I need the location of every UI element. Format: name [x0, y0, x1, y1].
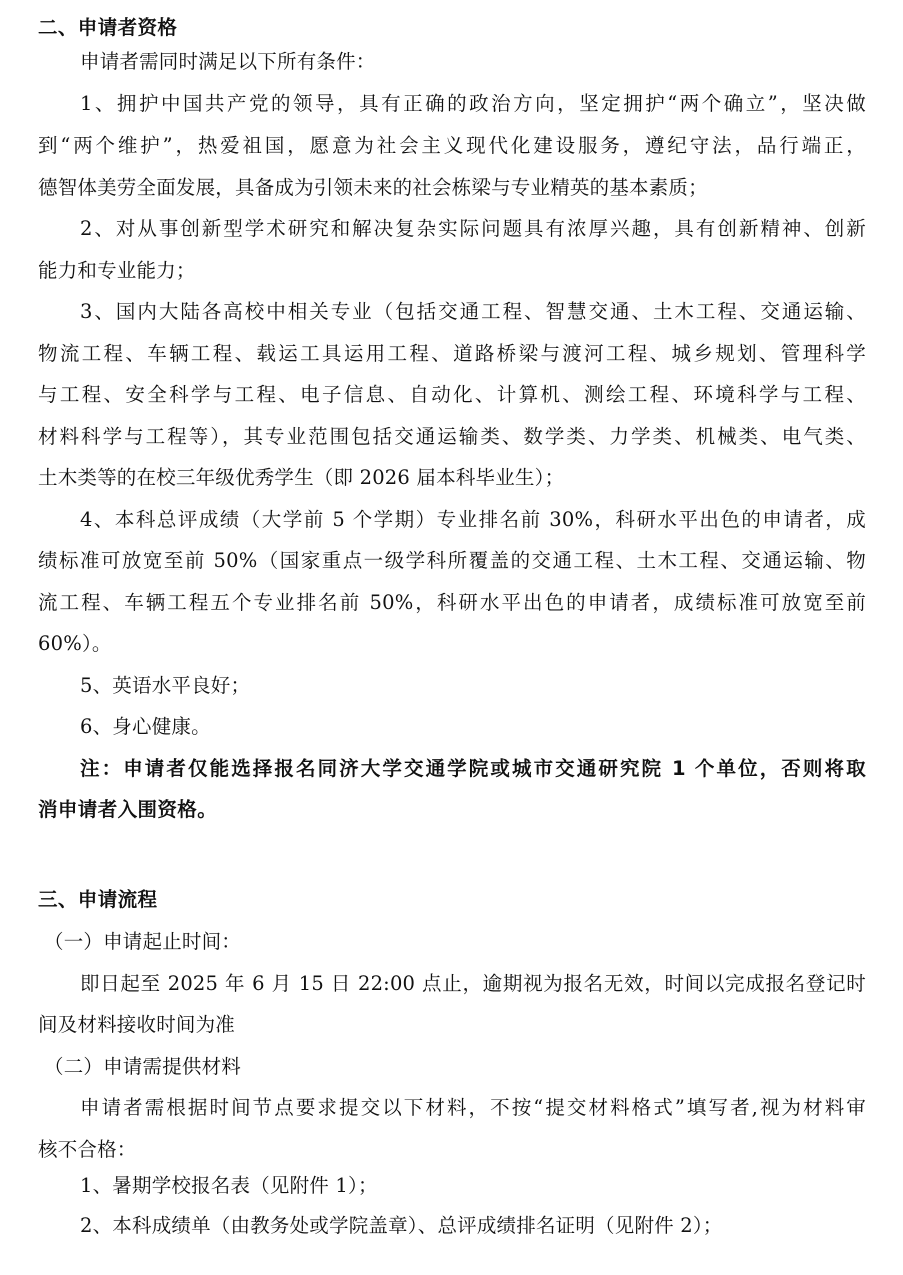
materials-text-line1: 申请者需根据时间节点要求提交以下材料，不按“提交材料格式”填写者,视为材料审	[80, 1096, 866, 1119]
item1-line2: 到“两个维护”，热爱祖国，愿意为社会主义现代化建设服务，遵纪守法，品行端正，	[38, 134, 866, 157]
item3-line5: 土木类等的在校三年级优秀学生（即 2026 届本科毕业生）；	[38, 466, 565, 489]
eligibility-intro: 申请者需同时满足以下所有条件：	[80, 50, 376, 73]
section-heading-process: 三、申请流程	[38, 888, 158, 911]
item6: 6、身心健康。	[80, 715, 211, 738]
subsection-materials-title: （二）申请需提供材料	[44, 1055, 242, 1078]
section-heading-eligibility: 二、申请者资格	[38, 16, 178, 39]
time-text-line2: 间及材料接收时间为准	[38, 1013, 236, 1036]
item3-line3: 与工程、安全科学与工程、电子信息、自动化、计算机、测绘工程、环境科学与工程、	[38, 383, 866, 406]
time-text-line1: 即日起至 2025 年 6 月 15 日 22:00 点止，逾期视为报名无效，时间以完成报名登记时	[80, 972, 866, 995]
note-line1: 注：申请者仅能选择报名同济大学交通学院或城市交通研究院 1 个单位，否则将取	[80, 757, 866, 780]
materials-text-line2: 核不合格：	[38, 1138, 137, 1161]
material-item-1: 1、暑期学校报名表（见附件 1）；	[80, 1174, 378, 1197]
item1-line1: 1、拥护中国共产党的领导，具有正确的政治方向，坚定拥护“两个确立”，坚决做	[80, 92, 866, 115]
item3-line1: 3、国内大陆各高校中相关专业（包括交通工程、智慧交通、土木工程、交通运输、	[80, 300, 866, 323]
subsection-time-title: （一）申请起止时间：	[44, 930, 242, 953]
item3-line2: 物流工程、车辆工程、载运工具运用工程、道路桥梁与渡河工程、城乡规划、管理科学	[38, 342, 866, 365]
item1-line3: 德智体美劳全面发展，具备成为引领未来的社会栋梁与专业精英的基本素质；	[38, 176, 708, 199]
item2-line1: 2、对从事创新型学术研究和解决复杂实际问题具有浓厚兴趣，具有创新精神、创新	[80, 217, 866, 240]
item3-line4: 材料科学与工程等），其专业范围包括交通运输类、数学类、力学类、机械类、电气类、	[38, 425, 866, 448]
material-item-2: 2、本科成绩单（由教务处或学院盖章）、总评成绩排名证明（见附件 2）；	[80, 1214, 723, 1237]
item4-line3: 流工程、车辆工程五个专业排名前 50%，科研水平出色的申请者，成绩标准可放宽至前	[38, 591, 866, 614]
item5: 5、英语水平良好；	[80, 674, 251, 697]
item2-line2: 能力和专业能力；	[38, 259, 196, 282]
item4-line1: 4、本科总评成绩（大学前 5 个学期）专业排名前 30%，科研水平出色的申请者，成	[80, 508, 866, 531]
item4-line2: 绩标准可放宽至前 50%（国家重点一级学科所覆盖的交通工程、土木工程、交通运输、物	[38, 549, 866, 572]
item4-line4: 60%）。	[38, 632, 112, 655]
note-line2: 消申请者入围资格。	[38, 798, 218, 821]
